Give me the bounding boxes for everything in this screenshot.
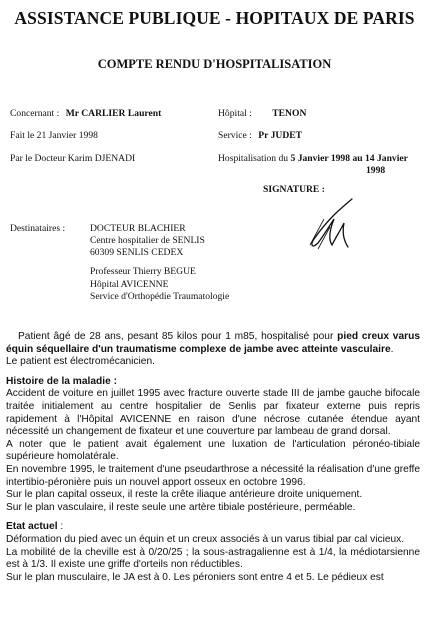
histoire-paragraph: En novembre 1995, le traitement d'une pseudarthrose a nécessité la réalisation d'une greffe intertibio-péronière puis un nouvel apport osseux en octobre 1996. [6, 463, 420, 488]
hospitalisation-to: 14 Janvier [364, 153, 408, 164]
service-value: Pr JUDET [258, 130, 303, 141]
recipient-1-line: Centre hospitalier de SENLIS [90, 235, 205, 246]
etat-paragraph: Sur le plan musculaire, le JA est à 0. Les péroniers sont entre 4 et 5. Le pédieux est [6, 571, 384, 583]
hopital-label: Hôpital : [218, 108, 252, 119]
etat-colon: : [57, 521, 64, 533]
profession: Le patient est électromécanicien. [6, 356, 155, 368]
destinataires-label: Destinataires : [10, 223, 66, 234]
recipient-1-line: DOCTEUR BLACHIER [90, 223, 186, 234]
patient-name: Mr CARLIER Laurent [65, 108, 162, 119]
etat-paragraph: Déformation du pied avec un équin et un creux associés à un varus tibial par cal vicieux. [6, 533, 405, 545]
recipient-2 [90, 266, 229, 304]
hospitalisation-line [218, 153, 408, 164]
intro-text: Patient âgé de 28 ans, pesant 85 kilos pour 1 m85, hospitalisé pour [18, 331, 338, 342]
concernant-label: Concernant : [10, 108, 60, 119]
intro-diagnosis: pied creux varus équin séquellaire d'un traumatisme complexe de jambe avec atteinte vasculaire [6, 331, 420, 355]
hospitalisation-from: 5 Janvier 1998 [290, 153, 351, 164]
histoire-paragraph: Accident de voiture en juillet 1995 avec fracture ouverte stade III de jambe gauche bifocale traitée initialement au centre hospitalier de Senlis par fixateur externe puis repris rapidement à l'Hôpital AVICENNE en raison d'une nécrose cutanée étendue ayant nécessité un changement de fixateur et une couverture par lambeau de grand dorsal. [6, 388, 420, 438]
hospitalisation-au: au [352, 153, 363, 164]
recipient-1 [90, 223, 205, 259]
hospitalisation-to-year: 1998 [366, 165, 386, 176]
document-title: COMPTE RENDU D'HOSPITALISATION [97, 57, 332, 71]
histoire-heading: Histoire de la maladie : [6, 375, 117, 387]
histoire-paragraph: Sur le plan capital osseux, il reste la crête iliaque antérieure droite uniquement. [6, 489, 363, 501]
etat-title: Etat actuel [6, 521, 58, 533]
fait-le: Fait le 21 Janvier 1998 [10, 130, 98, 141]
signature-label: SIGNATURE : [263, 184, 325, 195]
recipient-2-line: Hôpital AVICENNE [90, 278, 169, 290]
hopital-value: TENON [272, 108, 307, 119]
par-le: Par le Docteur Karim DJENADI [10, 153, 136, 164]
institution-title: ASSISTANCE PUBLIQUE - HOPITAUX DE PARIS [14, 8, 415, 28]
etat-paragraph: La mobilité de la cheville est à 0/20/25 ; la sous-astragalienne est à 1/4, la médiotarsienne est à 1/3. Il existe une griffe d'orteils non réductibles. [6, 546, 420, 571]
handwritten-signature [300, 195, 360, 255]
etat-heading [6, 521, 420, 534]
histoire-paragraph: A noter que le patient avait également une luxation de l'articulation péronéo-tibiale supérieure homolatérale. [6, 438, 420, 463]
recipient-2-line: Service d'Orthopédie Traumatologie [90, 291, 230, 302]
histoire-paragraph: Sur le plan vasculaire, il reste seule une artère tibiale postérieure, perméable. [6, 501, 356, 513]
recipient-2-line: Professeur Thierry BEGUE [90, 266, 196, 277]
intro-paragraph [6, 331, 420, 356]
hopital-line [218, 108, 306, 119]
report-body [6, 331, 420, 584]
intro-end: . [390, 343, 394, 355]
hospitalisation-label: Hospitalisation du [218, 153, 289, 164]
concernant-line [10, 108, 161, 119]
service-label: Service : [218, 130, 252, 141]
recipient-1-line: 60309 SENLIS CEDEX [90, 247, 184, 258]
service-line [218, 130, 302, 141]
